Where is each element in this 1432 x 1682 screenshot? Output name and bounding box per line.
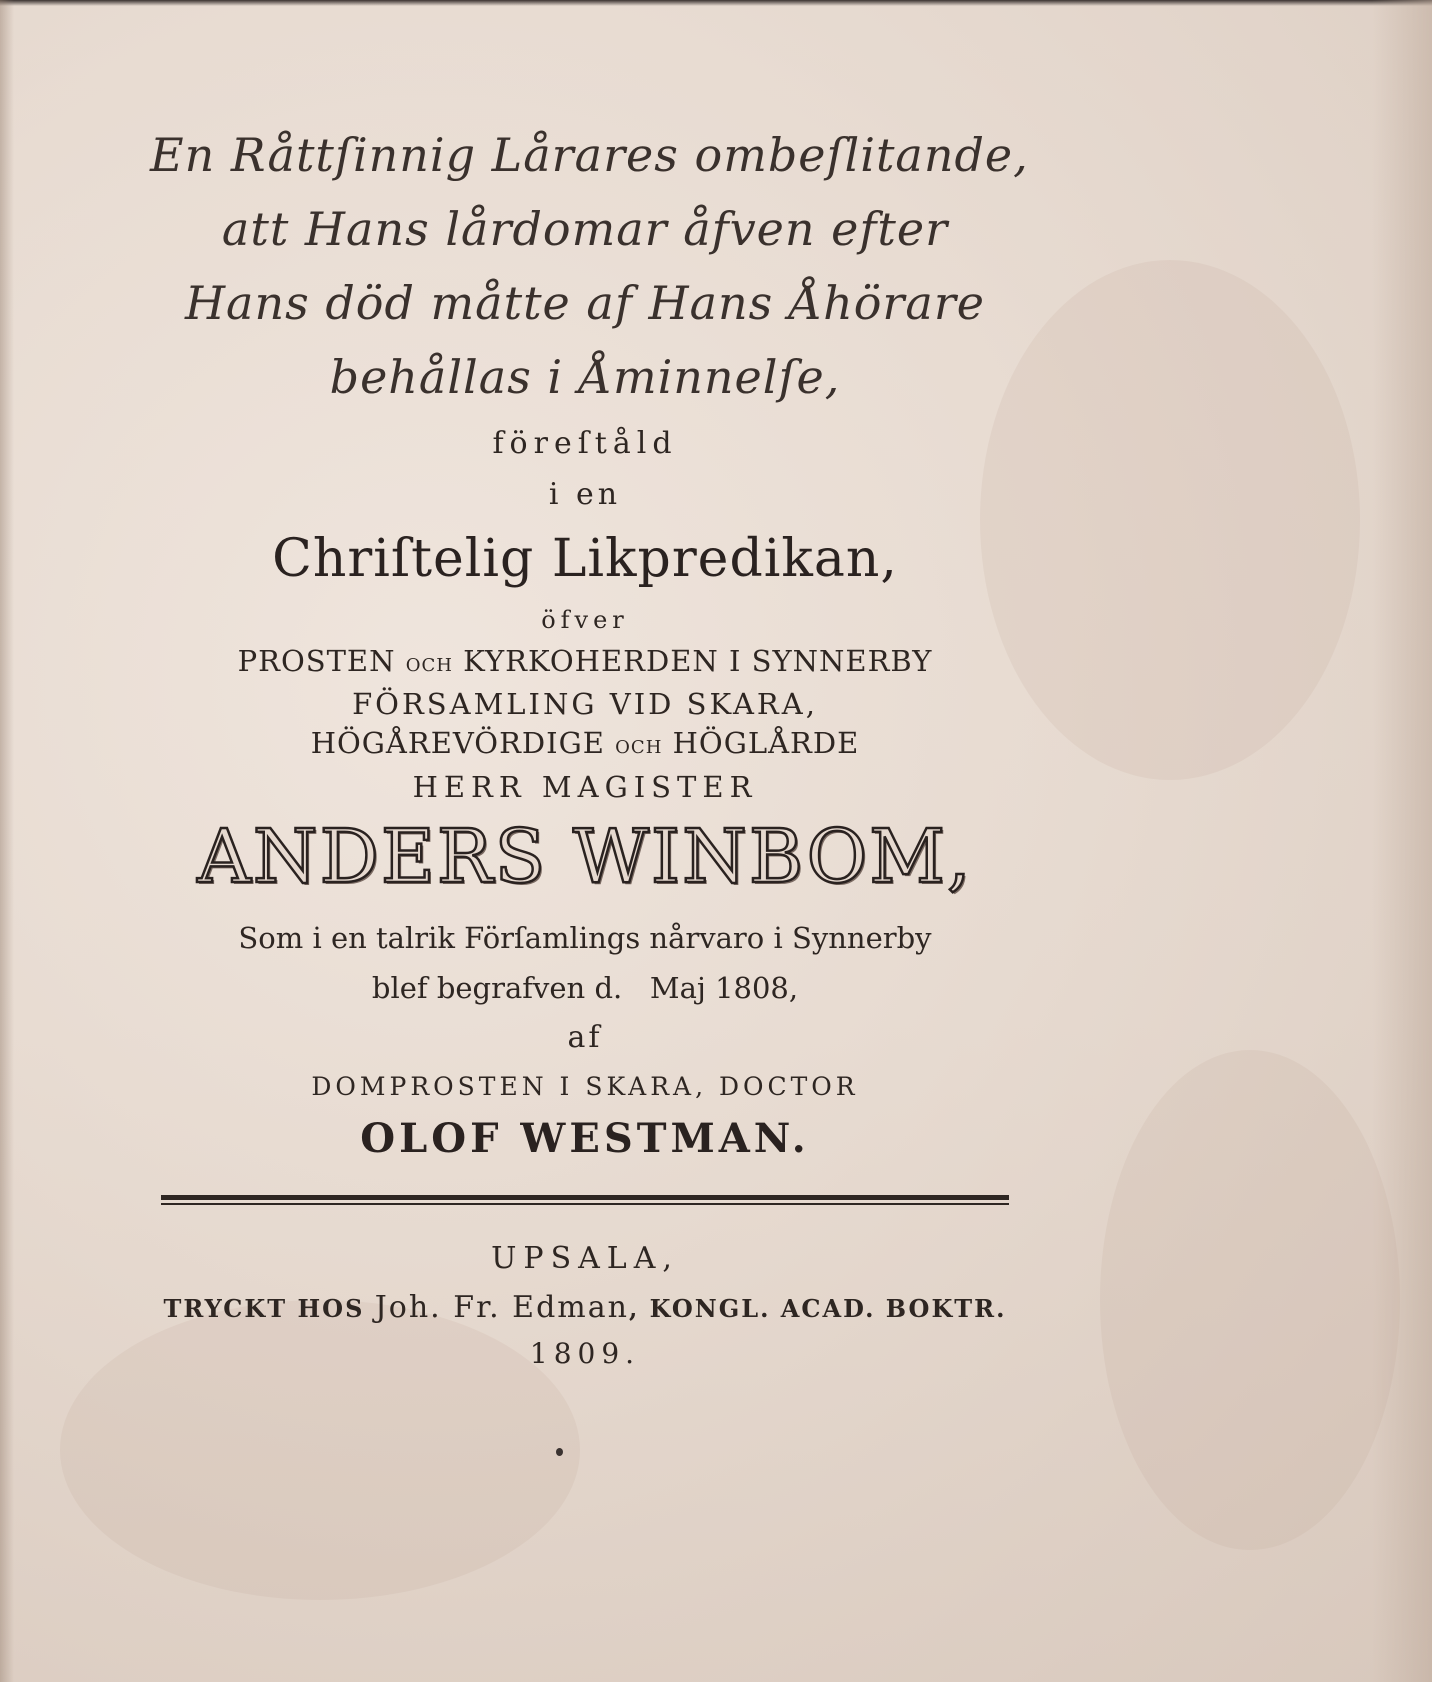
paper-stain <box>1100 1050 1400 1550</box>
subject-och: OCH <box>405 655 453 676</box>
title-line-4: behållas i Åminnelſe, <box>329 350 841 404</box>
double-rule <box>161 1195 1009 1207</box>
subject-line-3 <box>150 724 1020 767</box>
title-line-1: En Råttſinnig Lårares ombeſlitande, <box>150 128 1029 182</box>
author-name: OLOF WESTMAN. <box>360 1115 810 1162</box>
sermon-title: Chriſtelig Likpredikan, <box>272 529 898 589</box>
imprint-printer <box>150 1285 1020 1332</box>
page-top-shadow <box>0 0 1432 6</box>
forestald-text: föreſtåld <box>492 426 678 461</box>
title-line-3: Hans död måtte af Hans Åhörare <box>184 276 986 330</box>
page-right-edge <box>1372 0 1432 1682</box>
subject-hogarevordige: HÖGÅREVÖRDIGE <box>310 726 605 760</box>
imprint-place: UPSALA, <box>491 1241 679 1276</box>
title-page-text <box>150 118 1029 1376</box>
printer-name: Joh. Fr. Edman <box>374 1290 629 1325</box>
paper-stain <box>980 260 1360 780</box>
title-line-2: att Hans lårdomar åfven efter <box>221 202 949 256</box>
rule-thin-line <box>161 1203 1009 1205</box>
subject-och-2: OCH <box>615 737 663 758</box>
ofver-text: öfver <box>541 606 629 634</box>
ink-speck <box>556 1448 563 1456</box>
af-text: af <box>567 1020 603 1055</box>
subject-kyrkoherden: KYRKOHERDEN I SYNNERBY <box>463 644 933 678</box>
i-en-text: i en <box>548 477 622 512</box>
subject-hoglarde: HÖGLÅRDE <box>672 726 860 760</box>
subject-line-2: FÖRSAMLING VID SKARA, <box>352 687 818 721</box>
printer-suffix: , KONGL. ACAD. BOKTR. <box>628 1294 1007 1323</box>
deceased-name: ANDERS WINBOM, <box>197 814 973 900</box>
page-left-edge <box>0 0 14 1682</box>
imprint-year: 1809. <box>529 1337 641 1370</box>
subject-line-4: HERR MAGISTER <box>412 770 758 804</box>
printer-prefix: TRYCKT HOS <box>163 1294 365 1323</box>
burial-line-1: Som i en talrik Förſamlings nårvaro i Synnerby <box>238 921 932 955</box>
rule-thick-line <box>161 1195 1009 1200</box>
author-title: DOMPROSTEN I SKARA, DOCTOR <box>311 1072 859 1101</box>
subject-prosten: PROSTEN <box>237 644 396 678</box>
burial-line-2: blef begrafven d. Maj 1808, <box>371 971 799 1005</box>
subject-line-1 <box>150 642 1020 685</box>
